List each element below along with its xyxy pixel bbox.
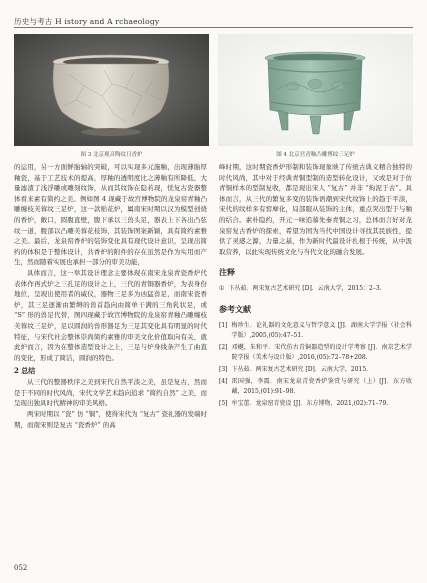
right-text-column [219,162,412,411]
reference-text: 邓樾，朱和平．宋代仿古青铜器造型的设计学考察 [J]．南京艺术学院学报（美术与设计版）,2016,(05):72–78+208. [231,343,412,361]
reference-text: 牟宝蕾．龙泉窑青瓷设 [J]．东方博物，2021,(02):71–79. [231,399,389,407]
reference-number: [3] [219,365,228,373]
reference-text: 梅珍生．论礼器的文化意义与哲学意义 [J]．湖南大学学报（社会科学版）,2005,(05):47–51. [231,321,412,339]
left-text-column [14,162,207,430]
reference-item [219,399,412,409]
reference-text: 卞丛茹．两宋复古艺术研究 [D]．云南大学，2015. [231,365,369,373]
running-header: 历史与考古 H istory and A rchaeology [14,17,160,26]
body-paragraph: 从三代的整器秩序之美到宋代自然平淡之美，虽是复古，然而是于不同的时代风尚，宋代文学艺术趋向追求 “简约自然” 之美，而呈现出独具时代精神的审美风格。 [14,378,207,408]
header-rule [14,27,413,28]
reference-item [219,365,412,375]
reference-number: [1] [219,321,228,329]
body-paragraph: 的运用，另一方面鲜胎轴的突破，可以实现多元施釉，出现薄胎厚釉瓷，基于工艺技术的提高，厚釉的透明度比之薄釉有所降低，大量滤渣了浅浮雕或雕刻纹饰，从而其纹饰在隐若现，恍复古瓷器整体看来素有简约之美。例如图 4 现藏于故宫博物院的龙泉窑青釉凸雕缠枝芙蓉纹三足炉，这一款贴花炉，属南宋时期以汉为模型创烧的香炉，敞口，圆腹直壁，腹下承以三兽头足，器表上下各出凸弦纹一道，腹部以凸雕芙蓉花枝饰，其装饰图案新颖，具有简约素雅之美。最后，龙泉窑香炉的装饰变化具有现代设计意识，呈现出简约的体积是于整体设计，共香炉的附件的存在虽然是作为实用而产生，然而随着实展也承担一部分的审美功能， [14,163,207,267]
reference-number: [2] [219,343,228,351]
references-heading: 参考文献 [219,303,251,314]
reference-item [219,377,412,397]
note-number: ① [219,284,225,292]
notes-heading: 注释 [219,267,235,278]
figure-4-image [218,34,413,146]
figure-3-caption: 图 3 北京观音陶纹日香炉 [80,152,143,158]
note-item [219,284,412,294]
reference-item [219,343,412,363]
reference-number: [4] [219,377,228,385]
reference-text: 雷国强，李震．南宋龙泉青瓷香炉鉴赏与研究（上）[J]．东方收藏，2015,(01):91–98. [231,377,412,395]
body-paragraph: 两宋时期以 “瓷” 仿 “铜”，使得宋代为 “复古” 瓷礼器的发端时期，而南宋则是复古 “瓷香炉” 的高 [14,410,207,429]
section-heading-summary: 2 总结 [14,366,36,376]
page-number: 052 [14,564,28,572]
body-paragraph: 具体而言，这一举其设计理念主要体现在南宋龙泉青瓷香炉代表体作再式炉之三孔足的设计之上，三代的青铜器香炉，为表身份地位，呈现出使用者的威仪，器物三足多为凶猛兽足，而南宋瓷香炉，其三足逐渐由繁缛的兽首趋向由简单干满的三角乳状足，或 “S” 形的兽足代替，图四现藏于故宫博物院的龙泉窑青釉凸雕缠枝芙蓉纹三足炉，足以圆润的兽形器足为三足其变化具有明显的时代特征，与宋代社会整体崇尚简约素雅的审美文化价值取向有关，就此炉而言，因为在整体造型设计之上，三足与炉身线条产生了曲直的变化，形成了简洁，圆润的特色。 [14,268,207,362]
reference-item [219,321,412,341]
figure-4-caption: 图 4 北京宫青釉凸雕博纹三足炉 [276,152,355,158]
reference-number: [5] [219,399,228,407]
note-text: 卞丛茹．两宋复古艺术研究 [D]．云南大学，2015：2–3. [228,284,382,292]
figure-3-image [14,34,209,146]
body-paragraph: 峰时期，这时期瓷香炉形制和装饰现象映了传统古典义精合独特的时代风尚，其中对于经典青铜型制的造型转化设计，又或是对于仿青铜样本的型制复收，都是现出宋人 “复古” 并非 “拘泥于古”。具体而言，从三代的繁复多变的装饰语潮到宋代纹饰上的趋于平淡，宋代的纹样多有窖摩化，局部服从装饰的主体，重点突出型于与釉的结合。素朴隐约，开元一味追慕先秦青铜之习，总体而言好对龙泉窑复古香炉的探索，希望为国为当代中国设计寻找其民族性，提供了灵感之源，力量之基，作为新时代最设计扎根于传统，从中汲取营养，以此实现传统文化与当代文化的融合发展。 [219,163,412,256]
